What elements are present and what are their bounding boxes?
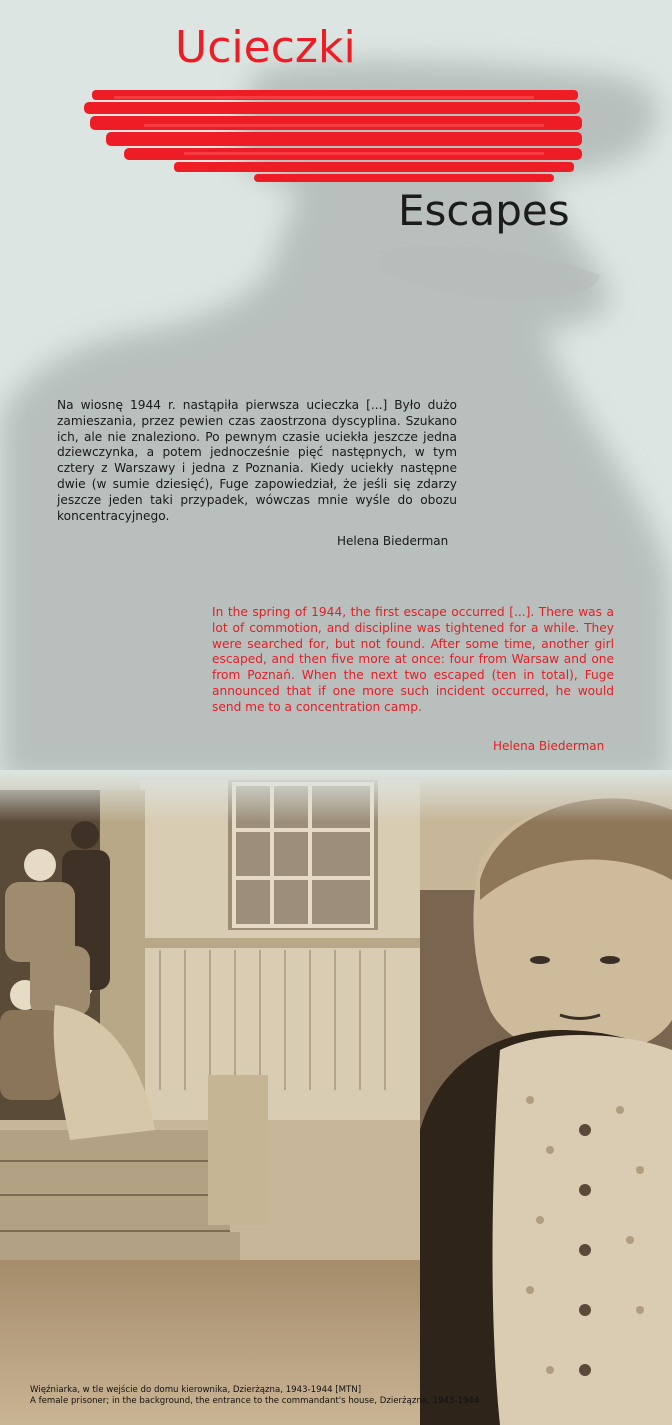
title-polish: Ucieczki (175, 22, 356, 73)
title-english: Escapes (398, 186, 570, 235)
archival-photo (0, 770, 672, 1425)
caption-english: A female prisoner; in the background, the entrance to the commandant's house, Dzierżązna, 1943-1944 (30, 1396, 480, 1406)
red-brush-stroke (84, 82, 584, 186)
caption-polish: Więźniarka, w tle wejście do domu kierownika, Dzierżązna, 1943-1944 [MTN] (30, 1385, 362, 1395)
quote-author-polish: Helena Biederman (337, 534, 449, 548)
quote-english: In the spring of 1944, the first escape occurred [...]. There was a lot of commotion, and discipline was tightened for a while. They were searched for, but not found. After some time, another girl escaped, and then five more at once: four from Warsaw and one from Poznań. When the next two escaped (ten in total), Fuge announced that if one more such incident occurred, he would send me to a concentration camp. (212, 605, 614, 714)
quote-polish: Na wiosnę 1944 r. nastąpiła pierwsza ucieczka [...] Było dużo zamieszania, przez pewien czas zaostrzona dyscyplina. Szukano ich, ale nie znaleziono. Po pewnym czasie uciekła jeszcze jedna dziewczynka, a potem jednocześnie pięć następnych, w tym cztery z Warszawy i jedna z Poznania. Kiedy uciekły następne dwie (w sumie dziesięć), Fuge zapowiedział, że jeśli się zdarzy jeszcze jeden taki przypadek, wówczas mnie wyśle do obozu koncentracyjnego. (57, 398, 457, 523)
quote-author-english: Helena Biederman (493, 739, 605, 753)
photo-caption (30, 1385, 479, 1407)
